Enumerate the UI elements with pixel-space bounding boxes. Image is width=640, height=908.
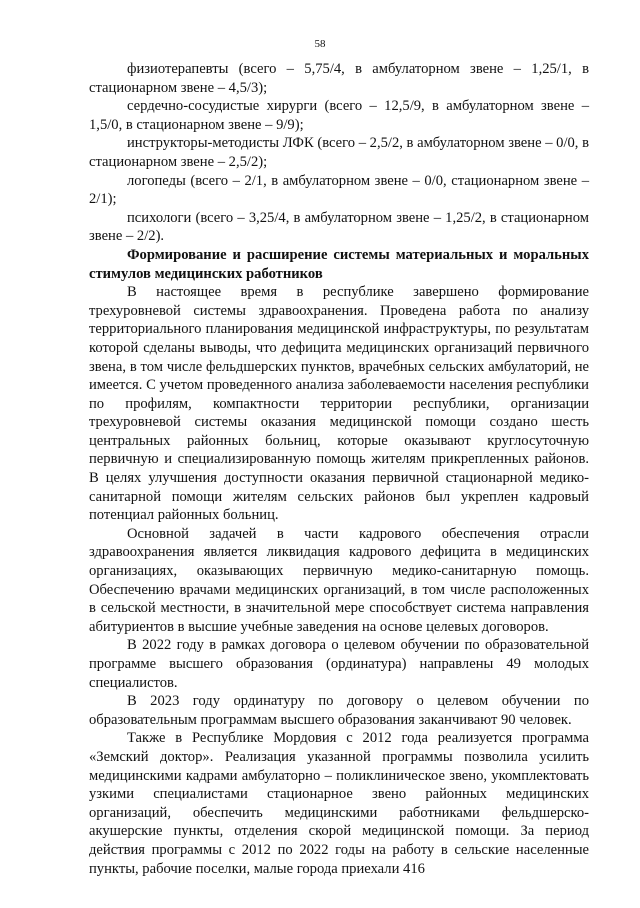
- page-number: 58: [314, 38, 326, 50]
- page-body: [89, 60, 589, 878]
- section-heading: Формирование и расширение системы материальных и моральных стимулов медицинских работников: [89, 246, 589, 282]
- paragraph-cardiovascular-surgeons: сердечно-сосудистые хирурги (всего – 12,5/9, в амбулаторном звене – 1,5/0, в стационарном звене – 9/9);: [89, 98, 589, 133]
- paragraph-2022-residency: В 2022 году в рамках договора о целевом обучении по образовательной программе высшего образования (ординатура) направлены 49 молодых специалистов.: [89, 637, 589, 691]
- paragraph-staffing-task: Основной задачей в части кадрового обеспечения отрасли здравоохранения является ликвидация кадрового дефицита в медицинских организациях, оказывающих первичную медико-санитарную помощь. Обеспечению врачами медицинских организаций, в том числе расположенных в сельской местности, в значительной мере способствует система направления абитуриентов в высшие учебные заведения на основе целевых договоров.: [89, 525, 589, 635]
- paragraph-three-level-system: В настоящее время в республике завершено формирование трехуровневой системы здравоохранения. Проведена работа по анализу территориального планирования медицинской инфраструктуры, по результатам которой сделаны выводы, что дефицита медицинских организаций первичного звена, в том числе фельдшерских пунктов, врачебных сельских амбулаторий, не имеется. С учетом проведенного анализа заболеваемости населения республики по профилям, компактности территории республики, организации трехуровневой системы оказания медицинской помощи создано шесть центральных районных больниц, которые оказывают круглосуточную первичную и специализированную помощь жителям прикрепленных районов. В целях улучшения доступности оказания первичной стационарной медико-санитарной помощи жителям сельских районов был укреплен кадровый потенциал районных больниц.: [89, 284, 589, 524]
- paragraph-lfk-instructors: инструкторы-методисты ЛФК (всего – 2,5/2, в амбулаторном звене – 0/0, в стационарном звене – 2,5/2);: [89, 135, 589, 170]
- paragraph-2023-residency: В 2023 году ординатуру по договору о целевом обучении по образовательным программам высшего образования заканчивают 90 человек.: [89, 693, 589, 728]
- paragraph-speech-therapists: логопеды (всего – 2/1, в амбулаторном звене – 0/0, стационарном звене – 2/1);: [89, 172, 589, 208]
- paragraph-zemsky-doctor: Также в Республике Мордовия с 2012 года реализуется программа «Земский доктор». Реализация указанной программы позволила усилить медицинскими кадрами амбулаторно – поликлиническое звено, укомплектовать узкими специалистами стационарное звено районных медицинских организаций, обеспечить медицинскими работниками фельдшерско-акушерские пункты, отделения скорой медицинской помощи. За период действия программы с 2012 по 2022 годы на работу в сельские населенные пункты, рабочие поселки, малые города приехали 416: [89, 730, 589, 877]
- paragraph-psychologists: психологи (всего – 3,25/4, в амбулаторном звене – 1,25/2, в стационарном звене – 2/2).: [89, 209, 589, 245]
- paragraph-physiotherapists: физиотерапевты (всего – 5,75/4, в амбулаторном звене – 1,25/1, в стационарном звене – 4,5/3);: [89, 61, 589, 96]
